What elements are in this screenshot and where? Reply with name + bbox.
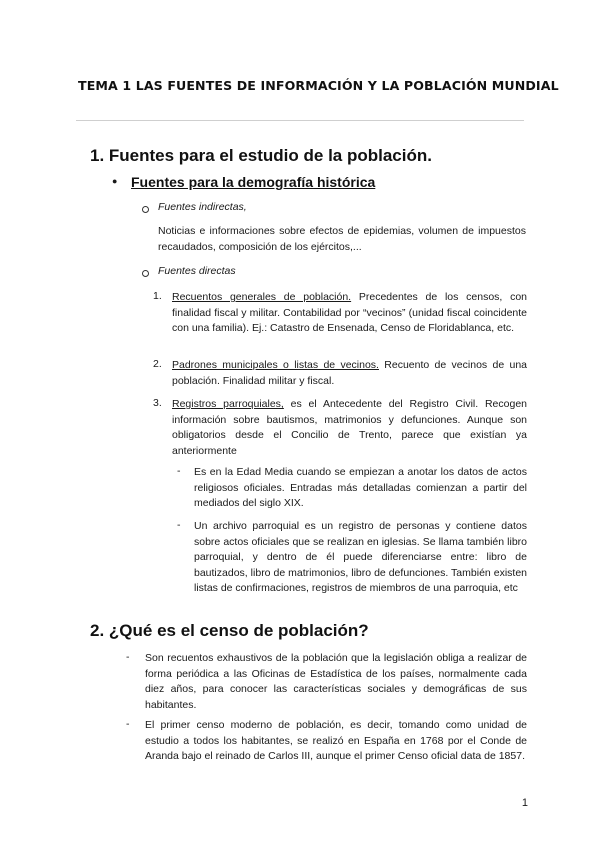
section-2-heading: 2. ¿Qué es el censo de población? bbox=[90, 621, 369, 640]
dash-bullet: - bbox=[177, 465, 181, 477]
indirect-sources-label: Fuentes indirectas, bbox=[158, 201, 247, 213]
list-item-text: es el Antecedente del Registro Civil. Recogen información sobre bautismos, matrimonios y defunciones. Aunque son obligatorios desde el Concilio de Trento, parece que existían ya anteriormente bbox=[172, 398, 527, 457]
list-item-text: Precedentes de los censos, con finalidad fiscal y militar. Contabilidad por “vecinos” (unidad fiscal coincidente con una familia). Ej.: Catastro de Ensenada, Censo de Floridablanca, etc. bbox=[172, 291, 527, 334]
list-item-registros bbox=[172, 397, 527, 459]
sub-heading-demografia bbox=[131, 174, 375, 190]
circle-bullet-icon bbox=[142, 270, 149, 277]
document-title: TEMA 1 LAS FUENTES DE INFORMACIÓN Y LA POBLACIÓN MUNDIAL bbox=[78, 78, 559, 93]
censo-point-2: El primer censo moderno de población, es decir, tomando como unidad de estudio a todos los habitantes, se realizó en España en 1768 por el Conde de Aranda bajo el reinado de Carlos III, aunque el primer Censo oficial data de 1857. bbox=[145, 719, 527, 762]
title-divider bbox=[76, 120, 524, 121]
list-number: 2. bbox=[153, 358, 162, 370]
direct-sources-label: Fuentes directas bbox=[158, 265, 236, 277]
dash-bullet: - bbox=[177, 519, 181, 531]
page-number: 1 bbox=[521, 797, 528, 809]
section-1-heading: 1. Fuentes para el estudio de la población. bbox=[90, 146, 432, 165]
list-item-term: Padrones municipales o listas de vecinos. bbox=[172, 359, 379, 371]
list-number: 3. bbox=[153, 397, 162, 409]
list-item-padrones bbox=[172, 358, 527, 389]
indirect-sources-text: Noticias e informaciones sobre efectos de epidemias, volumen de impuestos recaudados, composición de los ejércitos,... bbox=[158, 225, 526, 253]
sub-point-archivo: Un archivo parroquial es un registro de personas y contiene datos sobre actos oficiales que se realizan en iglesias. Se llama también libro parroquial, y dentro de él puede diferenciarse entre: libro de bautizados, libro de matrimonios, libro de defunciones. También existen listas de confirmaciones, registros de miembros de una parroquia, etc bbox=[194, 520, 527, 594]
bullet-icon: ● bbox=[112, 176, 118, 186]
censo-point-1: Son recuentos exhaustivos de la población que la legislación obliga a realizar de forma periódica a las Oficinas de Estadística de los países, normalmente cada diez años, para conocer las características sociales y demográficas de sus habitantes. bbox=[145, 652, 527, 711]
dash-bullet: - bbox=[126, 718, 130, 730]
sub-heading-text: Fuentes para la demografía histórica bbox=[131, 174, 376, 190]
list-item-text: Recuento de vecinos de una población. Finalidad militar y fiscal. bbox=[172, 359, 528, 387]
sub-point-edad-media: Es en la Edad Media cuando se empiezan a anotar los datos de actos religiosos oficiales. Entradas más detalladas comienzan a partir del mediados del siglo XIX. bbox=[194, 466, 527, 509]
list-item-term: Registros parroquiales, bbox=[172, 398, 284, 410]
list-item-recuentos bbox=[172, 290, 527, 337]
circle-bullet-icon bbox=[142, 206, 149, 213]
list-number: 1. bbox=[153, 290, 162, 302]
list-item-term: Recuentos generales de población. bbox=[172, 291, 352, 303]
dash-bullet: - bbox=[126, 651, 130, 663]
